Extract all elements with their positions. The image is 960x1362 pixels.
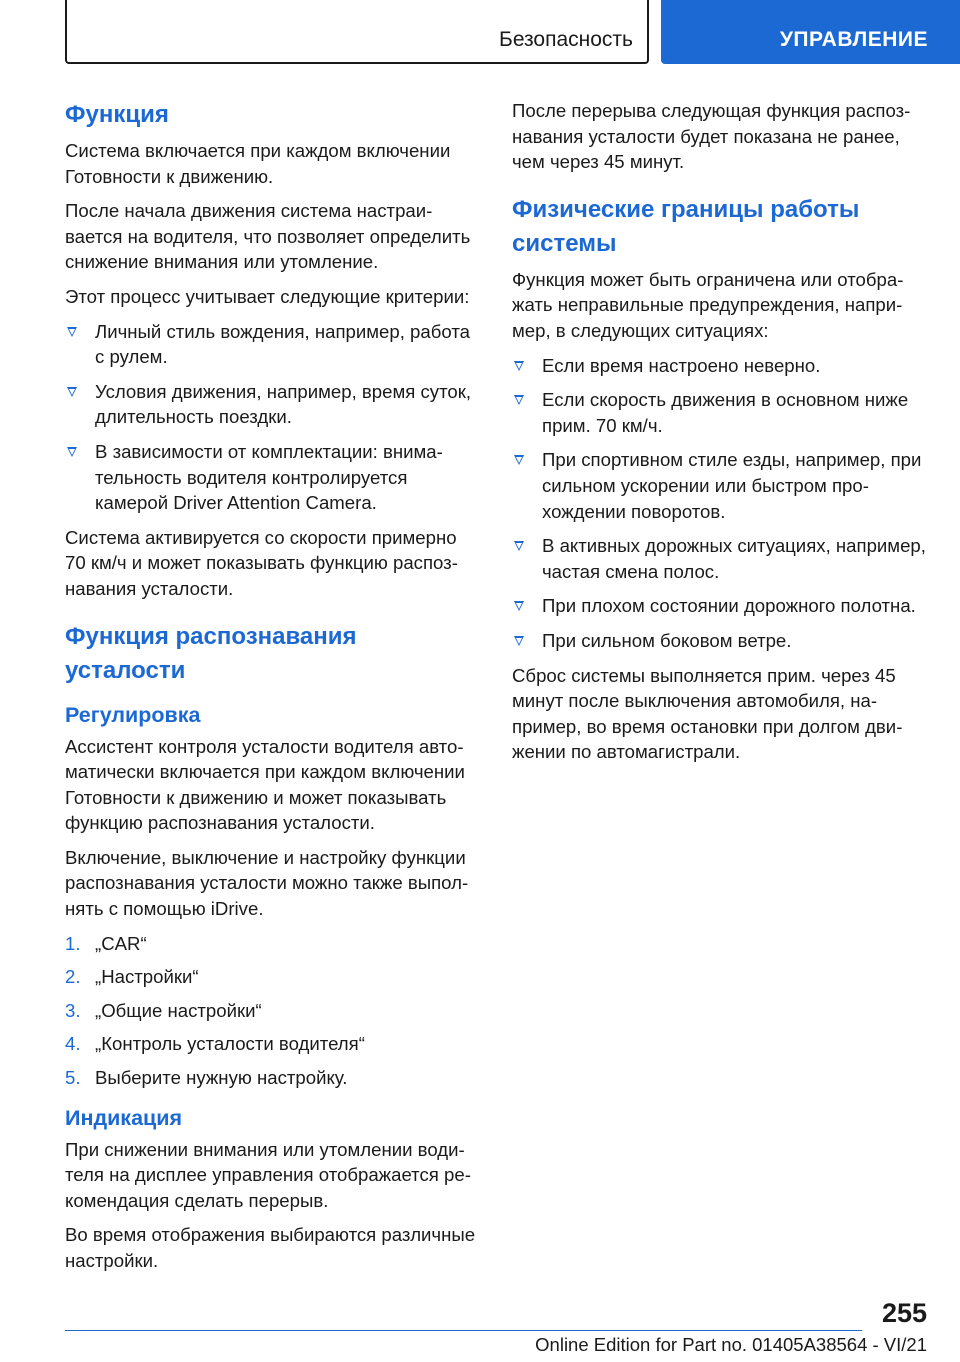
heading-fatigue-detection: Функция распознавания усталости [65,622,357,684]
triangle-bullet-icon [67,387,77,397]
list-item: При сильном боковом ветре. [512,628,928,654]
paragraph: Функция может быть ограничена или отображать неправильные предупреждения, например, в следующих ситуациях: [512,268,904,341]
list-item: В активных дорожных ситуациях, например, частая смена полос. [512,533,928,584]
steps-list [65,931,477,1091]
list-item: Если время настроено неверно. [512,353,928,379]
paragraph: Ассистент контроля усталости водителя автоматически включается при каждом включении Готовности к движению и может показывать функцию распознавания усталости. [65,735,465,834]
footer-divider [65,1330,862,1331]
triangle-bullet-icon [514,395,524,405]
list-item: В зависимости от комплектации: внимательность водителя контролируется камерой Driver Attention Camera. [65,439,477,516]
situations-list [512,353,928,654]
list-item: При плохом состоянии дорожного полотна. [512,593,928,619]
paragraph: Этот процесс учитывает следующие критерии: [65,285,470,307]
paragraph: После начала движения система настраивается на водителя, что позволяет определить снижение внимания или утомление. [65,200,471,273]
list-item: Условия движения, например, время суток, длительность поездки. [65,379,477,430]
list-item: Личный стиль вождения, например, работа с рулем. [65,319,477,370]
step-item: 2. „Настройки“ [65,966,199,988]
paragraph: Сброс системы выполняется прим. через 45 минут после выключения автомобиля, например, во время остановки при долгом движении по автомагистрали. [512,664,903,763]
step-item: 3. „Общие настройки“ [65,999,262,1021]
triangle-bullet-icon [514,361,524,371]
header-section-box [65,0,649,64]
list-item: При спортивном стиле езды, например, при сильном ускорении или быстром прохождении поворотов. [512,447,928,524]
right-column [512,98,928,774]
paragraph: При снижении внимания или утомлении водителя на дисплее управления отображается рекомендация сделать перерыв. [65,1138,471,1211]
triangle-bullet-icon [514,455,524,465]
heading-function: Функция [65,101,169,128]
list-item: Если скорость движения в основном ниже прим. 70 км/ч. [512,387,928,438]
paragraph: Включение, выключение и настройку функции распознавания усталости можно также выполнять с помощью iDrive. [65,846,469,920]
triangle-bullet-icon [514,541,524,551]
paragraph: Система активируется со скорости примерно 70 км/ч и может показывать функцию распознавания усталости. [65,526,458,599]
page-number: 255 [881,1298,927,1328]
step-item: 1. „CAR“ [65,932,147,954]
heading-adjustment: Регулировка [65,702,201,727]
paragraph: Во время отображения выбираются различные настройки. [65,1224,476,1271]
triangle-bullet-icon [67,447,77,457]
header-section-title: Безопасность [499,28,633,51]
step-item: 4. „Контроль усталости водителя“ [65,1033,365,1055]
criteria-list [65,319,477,516]
footer-edition: Online Edition for Part no. 01405A38564 - VI/21 [535,1334,927,1355]
header-chapter-title: УПРАВЛЕНИЕ [779,28,928,51]
triangle-bullet-icon [514,636,524,646]
paragraph: Система включается при каждом включении Готовности к движению. [65,140,451,187]
left-column [65,98,477,1283]
heading-indication: Индикация [65,1105,183,1130]
paragraph: После перерыва следующая функция распознавания усталости будет показана не ранее, чем через 45 минут. [512,100,911,173]
triangle-bullet-icon [67,327,77,337]
heading-system-limits: Физические границы работы системы [512,195,860,257]
header-chapter-box [661,0,960,64]
triangle-bullet-icon [514,601,524,611]
step-item: 5. Выберите нужную настройку. [65,1067,348,1089]
